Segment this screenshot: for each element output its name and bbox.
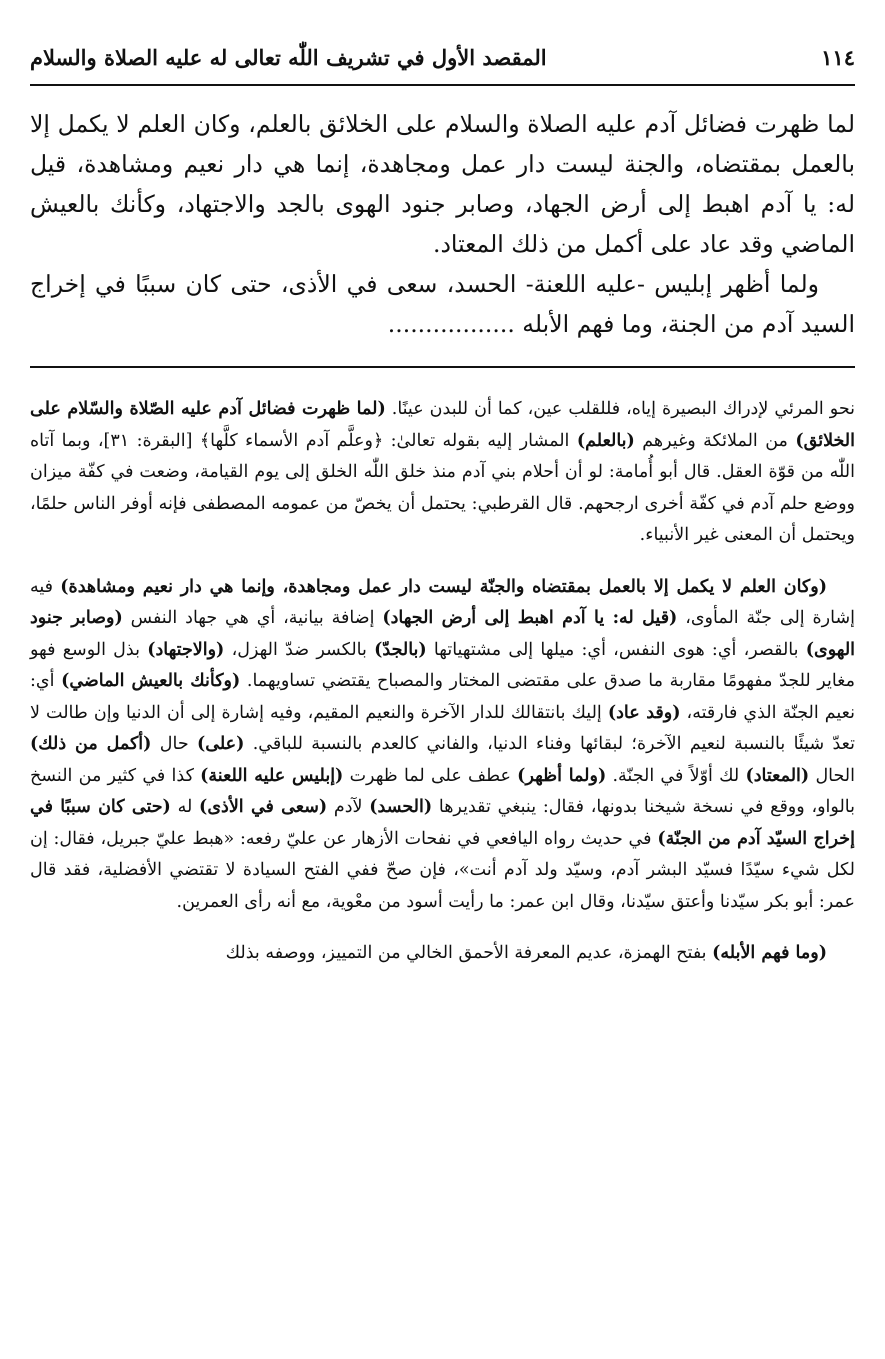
quoted-lemma: (وقد عاد) <box>607 702 681 723</box>
commentary-text: له <box>170 797 200 817</box>
quoted-lemma: (بالعلم) <box>576 430 635 451</box>
commentary-text: من الملائكة وغيرهم <box>634 430 796 451</box>
quoted-lemma: (إبليس عليه اللعنة) <box>200 765 344 786</box>
commentary-text: أي: نعيم الجنّة الذي فارقته، <box>30 671 855 723</box>
quoted-lemma: (أكمل من ذلك) <box>30 734 152 754</box>
continuation-dots: ................. <box>387 310 515 338</box>
quoted-lemma: (لما ظهرت فضائل آدم عليه الصّلاة والسّلام على الخلائق) <box>30 399 856 451</box>
main-text-paragraph-2 <box>30 264 855 344</box>
commentary-paragraph-2 <box>30 572 855 919</box>
header-rule <box>30 84 855 86</box>
commentary-text: فيه إشارة إلى جنّة المأوى، <box>30 576 855 628</box>
commentary-text: بالقصر، أي: هوى النفس، أي: ميلها إلى مشتهياتها <box>426 639 806 660</box>
main-text-paragraph-2-text: ولما أظهر إبليس -عليه اللعنة- الحسد، سعى في الأذى، حتى كان سببًا في إخراج السيد آدم من الجنة، وما فهم الأبله <box>30 270 855 338</box>
running-title: المقصد الأول في تشريف اللّٰه تعالى له عليه الصلاة والسلام <box>30 45 547 70</box>
quoted-lemma: (وكان العلم لا يكمل إلا بالعمل بمقتضاه والجنّة ليست دار عمل ومجاهدة، وإنما هي دار نعيم ومشاهدة) <box>60 576 827 597</box>
commentary-text: إليك بانتقالك للدار الآخرة والنعيم المقيم، وفيه إشارة إلى أن الدنيا وإن طالت لا تعدّ شيئًا بالنسبة لنعيم الآخرة؛ لبقائها وفناء الدنيا، والفاني كالعدم بالنسبة للباقي. <box>30 702 855 754</box>
commentary-text: الحال <box>809 765 855 786</box>
commentary <box>30 394 855 970</box>
quoted-lemma: (وما فهم الأبله) <box>712 943 827 963</box>
commentary-text: بذل الوسع فهو مغاير للجدّ مفهومًا مقاربة ما صدق على مقتضى المختار والمصباح يقتضي تساويهما. <box>30 639 855 691</box>
commentary-text: نحو المرئي لإدراك البصيرة إياه، فللقلب عين، كما أن للبدن عينًا. <box>385 399 855 419</box>
commentary-paragraph-1 <box>30 394 855 552</box>
quoted-lemma: (قيل له: يا آدم اهبط إلى أرض الجهاد) <box>382 608 678 628</box>
commentary-text: بالكسر ضدّ الهزل، <box>224 639 375 660</box>
page-number: ١١٤ <box>821 45 855 70</box>
quoted-lemma: (المعتاد) <box>745 765 810 786</box>
commentary-text: إضافة بيانية، أي هي جهاد النفس <box>122 608 383 628</box>
commentary-text: في حديث رواه اليافعي في نفحات الأزهار عن عليّ رفعه: «هبط عليّ جبريل، فقال: إن لكل شيء سيّدًا فسيّد البشر آدم، وسيّد ولد آدم أنت»، فإن صحّ ففي الفتح السيادة لا تقتضي الأفضلية، فقد قال عمر: أبو بكر سيّدنا وأعتق سيّدنا، وقال ابن عمر: ما رأيت أسود من معْوية، مع أنه رأى العمرين. <box>30 828 855 912</box>
commentary-text: بفتح الهمزة، عديم المعرفة الأحمق الخالي من التمييز، ووصفه بذلك <box>225 943 713 963</box>
commentary-text: عطف على لما ظهرت <box>343 765 518 786</box>
quoted-lemma: (وكأنك بالعيش الماضي) <box>61 671 241 691</box>
quoted-lemma: (على) <box>196 734 245 754</box>
quoted-lemma: (الحسد) <box>369 797 433 817</box>
commentary-text: لآدم <box>327 797 370 817</box>
running-header <box>30 38 855 78</box>
commentary-text: لك أوّلاً في الجنّة. <box>606 765 746 786</box>
quoted-lemma: (حتى كان سببًا في إخراج السيّد آدم من الجنّة) <box>30 797 855 849</box>
quoted-lemma: (ولما أظهر) <box>517 765 607 786</box>
commentary-text: كذا في كثير من النسخ بالواو، ووقع في نسخة شيخنا بدونها، فقال: ينبغي تقديرها <box>30 765 855 817</box>
quoted-lemma: (وصابر جنود الهوى) <box>30 608 856 660</box>
commentary-paragraph-3 <box>30 938 855 970</box>
quoted-lemma: (بالجدّ) <box>374 639 427 660</box>
quoted-lemma: (والاجتهاد) <box>147 639 225 660</box>
book-page <box>30 38 855 970</box>
quoted-lemma: (سعى في الأذى) <box>199 797 328 817</box>
commentary-separator <box>30 366 855 368</box>
main-text <box>30 104 855 344</box>
main-text-paragraph-1: لما ظهرت فضائل آدم عليه الصلاة والسلام على الخلائق بالعلم، وكان العلم لا يكمل إلا بالعمل بمقتضاه، والجنة ليست دار عمل ومجاهدة، إنما هي دار نعيم ومشاهدة، قيل له: يا آدم اهبط إلى أرض الجهاد، وصابر جنود الهوى بالجد والاجتهاد، وكأنك بالعيش الماضي وقد عاد على أكمل من ذلك المعتاد. <box>30 110 855 258</box>
commentary-text: المشار إليه بقوله تعالىٰ: ﴿وعلَّم آدم الأسماء كلَّها﴾ [البقرة: ٣١]، وبما آتاه اللّٰه من قوّة العقل. قال أبو أُمامة: لو أن أحلام بني آدم منذ خلق اللّٰه الخلق إلى يوم القيامة، وضعت في كفّة ميزان ووضع حلم آدم في كفّة أخرى ارجحهم. قال القرطبي: يحتمل أن يخصّ من عمومه المصطفى فإنه أوفر الناس حلمًا، ويحتمل أن المعنى غير الأنبياء. <box>30 430 855 545</box>
commentary-text: حال <box>151 734 197 754</box>
